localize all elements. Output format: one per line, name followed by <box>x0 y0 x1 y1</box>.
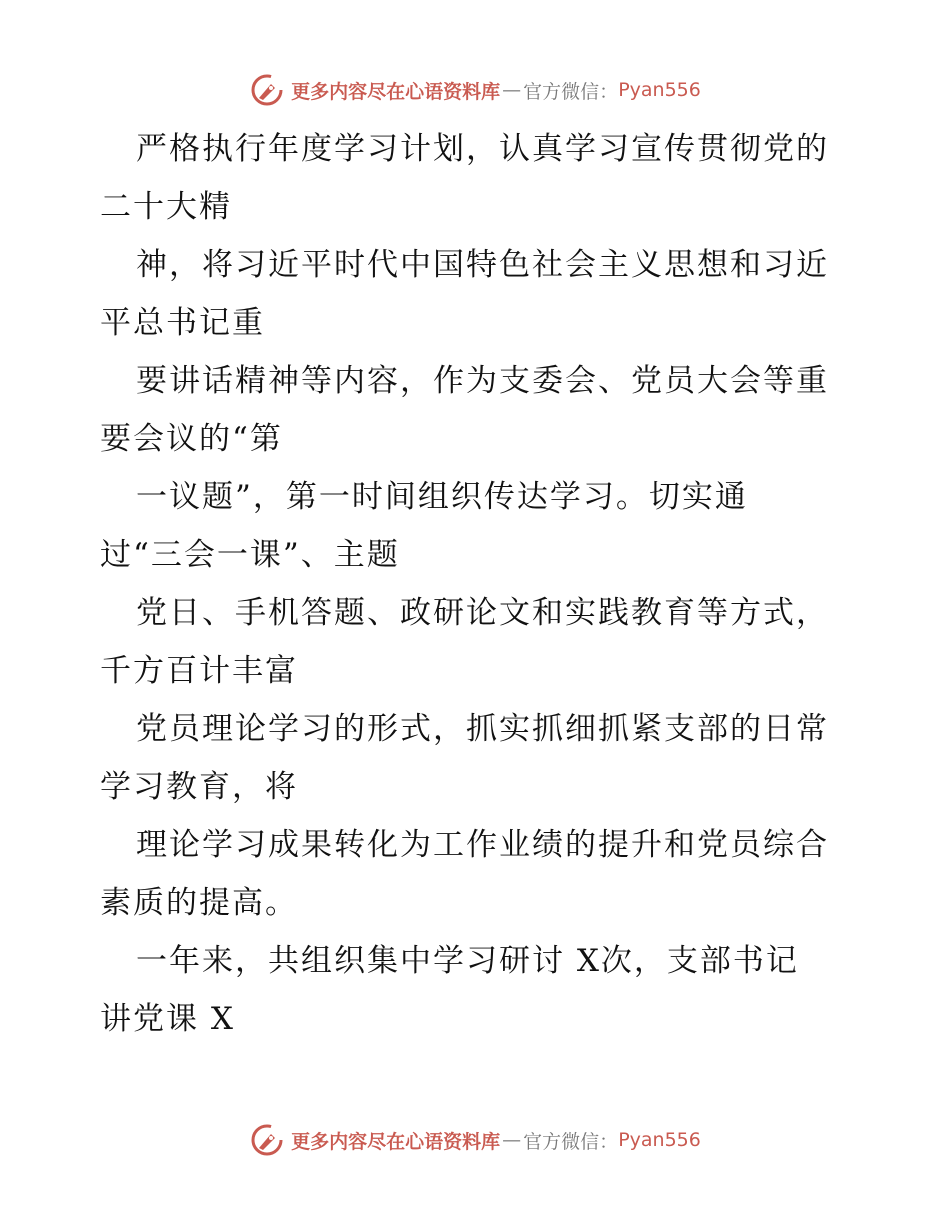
watermark-wechat-label: 官方微信： <box>523 80 619 103</box>
body-line: 一议题”，第一时间组织传达学习。切实通 <box>136 479 748 515</box>
watermark-site-name: 更多内容尽在心语资料库 <box>291 80 501 103</box>
body-line: 神，将习近平时代中国特色社会主义思想和习近 <box>136 247 829 283</box>
body-line: 过“三会一课”、主题 <box>100 537 400 573</box>
watermark-dash: — <box>502 79 522 101</box>
watermark-wechat-label: 官方微信： <box>523 1130 619 1153</box>
body-line: 一年来，共组织集中学习研讨 X次，支部书记 <box>136 943 799 979</box>
footer-watermark <box>0 1120 950 1160</box>
body-line: 讲党课 X <box>100 1001 235 1037</box>
body-line: 严格执行年度学习计划，认真学习宣传贯彻党的 <box>136 131 829 167</box>
watermark-text <box>291 77 701 104</box>
watermark-text <box>291 1127 701 1154</box>
body-line: 二十大精 <box>100 189 232 225</box>
watermark-account: Pyan556 <box>618 79 701 101</box>
body-line: 千方百计丰富 <box>100 653 298 689</box>
body-line: 要会议的“第 <box>100 421 283 457</box>
pen-nib-logo-icon <box>249 72 285 108</box>
body-line: 学习教育，将 <box>100 769 298 805</box>
header-watermark <box>0 70 950 110</box>
pen-nib-logo-icon <box>249 1122 285 1158</box>
document-body <box>100 120 860 1048</box>
body-line: 要讲话精神等内容，作为支委会、党员大会等重 <box>136 363 829 399</box>
watermark-site-name: 更多内容尽在心语资料库 <box>291 1130 501 1153</box>
watermark-dash: — <box>502 1129 522 1151</box>
body-line: 平总书记重 <box>100 305 265 341</box>
body-line: 理论学习成果转化为工作业绩的提升和党员综合 <box>136 827 829 863</box>
watermark-account: Pyan556 <box>618 1129 701 1151</box>
body-line: 党日、手机答题、政研论文和实践教育等方式， <box>136 595 829 631</box>
body-line: 党员理论学习的形式，抓实抓细抓紧支部的日常 <box>136 711 829 747</box>
body-line: 素质的提高。 <box>100 885 298 921</box>
